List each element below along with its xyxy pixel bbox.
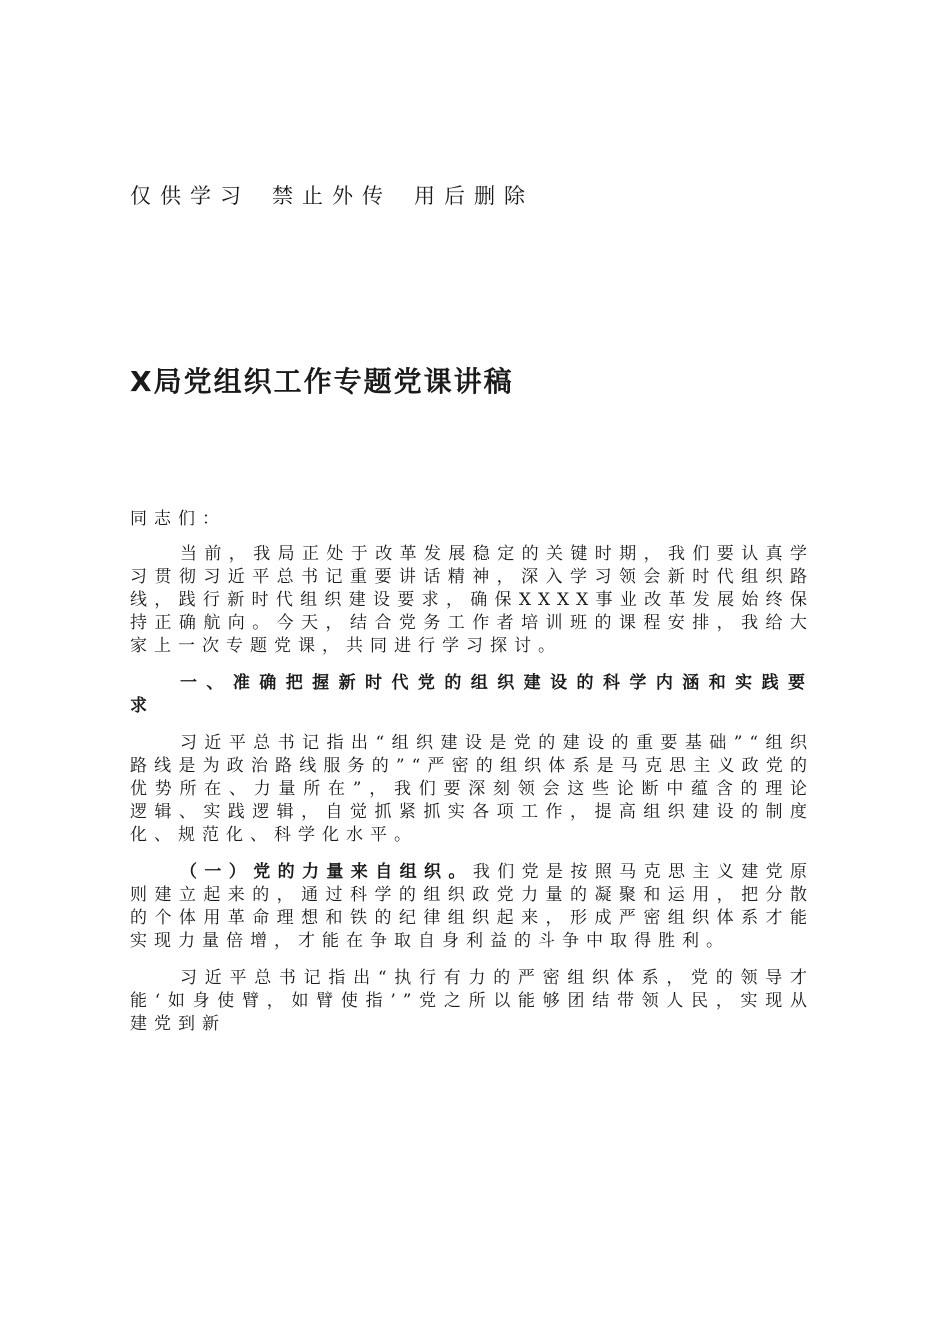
notice-no-distribution: 禁止外传 xyxy=(272,184,392,208)
confidentiality-notice xyxy=(130,180,556,210)
notice-study-only: 仅供学习 xyxy=(130,184,250,208)
notice-delete-after-use: 用后删除 xyxy=(414,184,534,208)
subsection-1-paragraph-2: 习近平总书记指出“执行有力的严密组织体系，党的领导才能‘如身使臂，如臂使指’”党之所以能够团结带领人民，实现从建党到新 xyxy=(130,968,814,1034)
subsection-1-text: 我们党是按照马克思主义建党原则建立起来的，通过科学的组织政党力量的凝聚和运用，把分散的个体用革命理想和铁的纪律组织起来，形成严密组织体系才能实现力量倍增，才能在争取自身利益的斗争中取得胜利。 xyxy=(130,862,815,951)
intro-paragraph: 当前，我局正处于改革发展稳定的关键时期，我们要认真学习贯彻习近平总书记重要讲话精神，深入学习领会新时代组织路线，践行新时代组织建设要求，确保XXXX事业改革发展始终保持正确航向。今天，结合党务工作者培训班的课程安排，我给大家上一次专题党课，共同进行学习探讨。 xyxy=(130,544,814,656)
section-1-paragraph: 习近平总书记指出“组织建设是党的建设的重要基础”“组织路线是为政治路线服务的”“严密的组织体系是马克思主义政党的优势所在、力量所在”，我们要深刻领会这些论断中蕴含的理论逻辑、实践逻辑，自觉抓紧抓实各项工作，提高组织建设的制度化、规范化、科学化水平。 xyxy=(130,733,814,845)
subsection-1-paragraph xyxy=(130,861,814,953)
greeting: 同志们： xyxy=(130,509,226,529)
subsection-1-heading: （一）党的力量来自组织。 xyxy=(180,862,473,882)
document-title: X局党组织工作专题党课讲稿 xyxy=(130,365,514,398)
document-body xyxy=(130,508,814,1050)
section-1-heading: 一、准确把握新时代党的组织建设的科学内涵和实践要求 xyxy=(130,673,814,716)
